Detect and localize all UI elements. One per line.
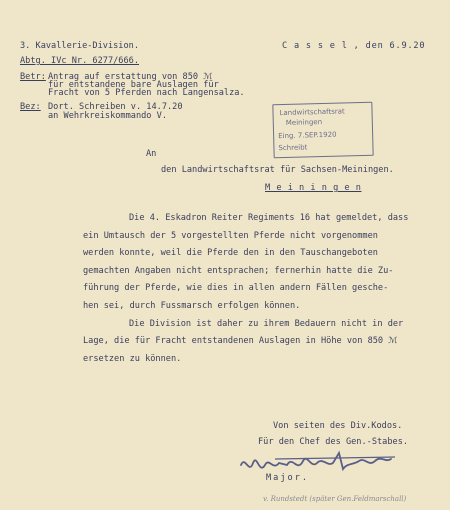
body-line: Die Division ist daher zu ihrem Bedauern nicht in der bbox=[129, 318, 404, 329]
department-number: Abtg. IVc Nr. 6277/666. bbox=[20, 56, 139, 66]
bez-line-2: an Wehrkreiskommando V. bbox=[48, 111, 167, 121]
stamp-line-2: Meiningen bbox=[285, 118, 323, 127]
address-recipient: den Landwirtschaftsrat für Sachsen-Meiningen. bbox=[161, 165, 394, 175]
place-date: C a s s e l , den 6.9.20 bbox=[282, 41, 426, 51]
body-line: Lage, die für Fracht entstandenen Auslagen in Höhe von 850 ℳ bbox=[83, 336, 398, 347]
stamp-line-3: Eing. 7.SEP.1920 bbox=[278, 130, 337, 141]
letter-body bbox=[83, 210, 433, 368]
betr-label: Betr: bbox=[20, 72, 46, 82]
stamp-line-1: Landwirtschaftsrat bbox=[279, 107, 345, 118]
betr-line-2: für entstandene bare Auslagen für bbox=[48, 80, 219, 90]
body-line: hen sei, durch Fussmarsch erfolgen können. bbox=[83, 300, 301, 311]
body-line: gemachten Angaben nicht entsprachen; fernerhin hatte die Zu- bbox=[83, 265, 394, 276]
bez-label: Bez: bbox=[20, 102, 41, 112]
body-line: werden konnte, weil die Pferde den in den Tauschangeboten bbox=[83, 248, 378, 259]
pencil-annotation: v. Rundstedt (später Gen.Feldmarschall) bbox=[263, 495, 407, 503]
body-line: führung der Pferde, wie dies in allen andern Fällen gesche- bbox=[83, 283, 389, 294]
signatory-rank: Major. bbox=[266, 473, 310, 483]
bez-line-1: Dort. Schreiben v. 14.7.20 bbox=[48, 102, 183, 112]
receipt-stamp bbox=[272, 102, 373, 159]
address-city: M e i n i n g e n bbox=[265, 183, 362, 193]
betr-line-3: Fracht von 5 Pferden nach Langensalza. bbox=[48, 88, 245, 98]
body-line: Die 4. Eskadron Reiter Regiments 16 hat gemeldet, dass bbox=[129, 213, 409, 223]
closing-line-2: Für den Chef des Gen.-Stabes. bbox=[258, 437, 409, 447]
division-heading: 3. Kavallerie-Division. bbox=[20, 41, 139, 51]
body-line: ein Umtausch der 5 vorgestellten Pferde nicht vorgenommen bbox=[83, 230, 378, 241]
address-to: An bbox=[146, 149, 157, 159]
body-line: ersetzen zu können. bbox=[83, 353, 182, 364]
closing-line-1: Von seiten des Div.Kodos. bbox=[273, 421, 403, 431]
stamp-line-4: Schreibt bbox=[278, 143, 308, 153]
betr-line-1: Antrag auf erstattung von 850 ℳ bbox=[48, 72, 213, 82]
